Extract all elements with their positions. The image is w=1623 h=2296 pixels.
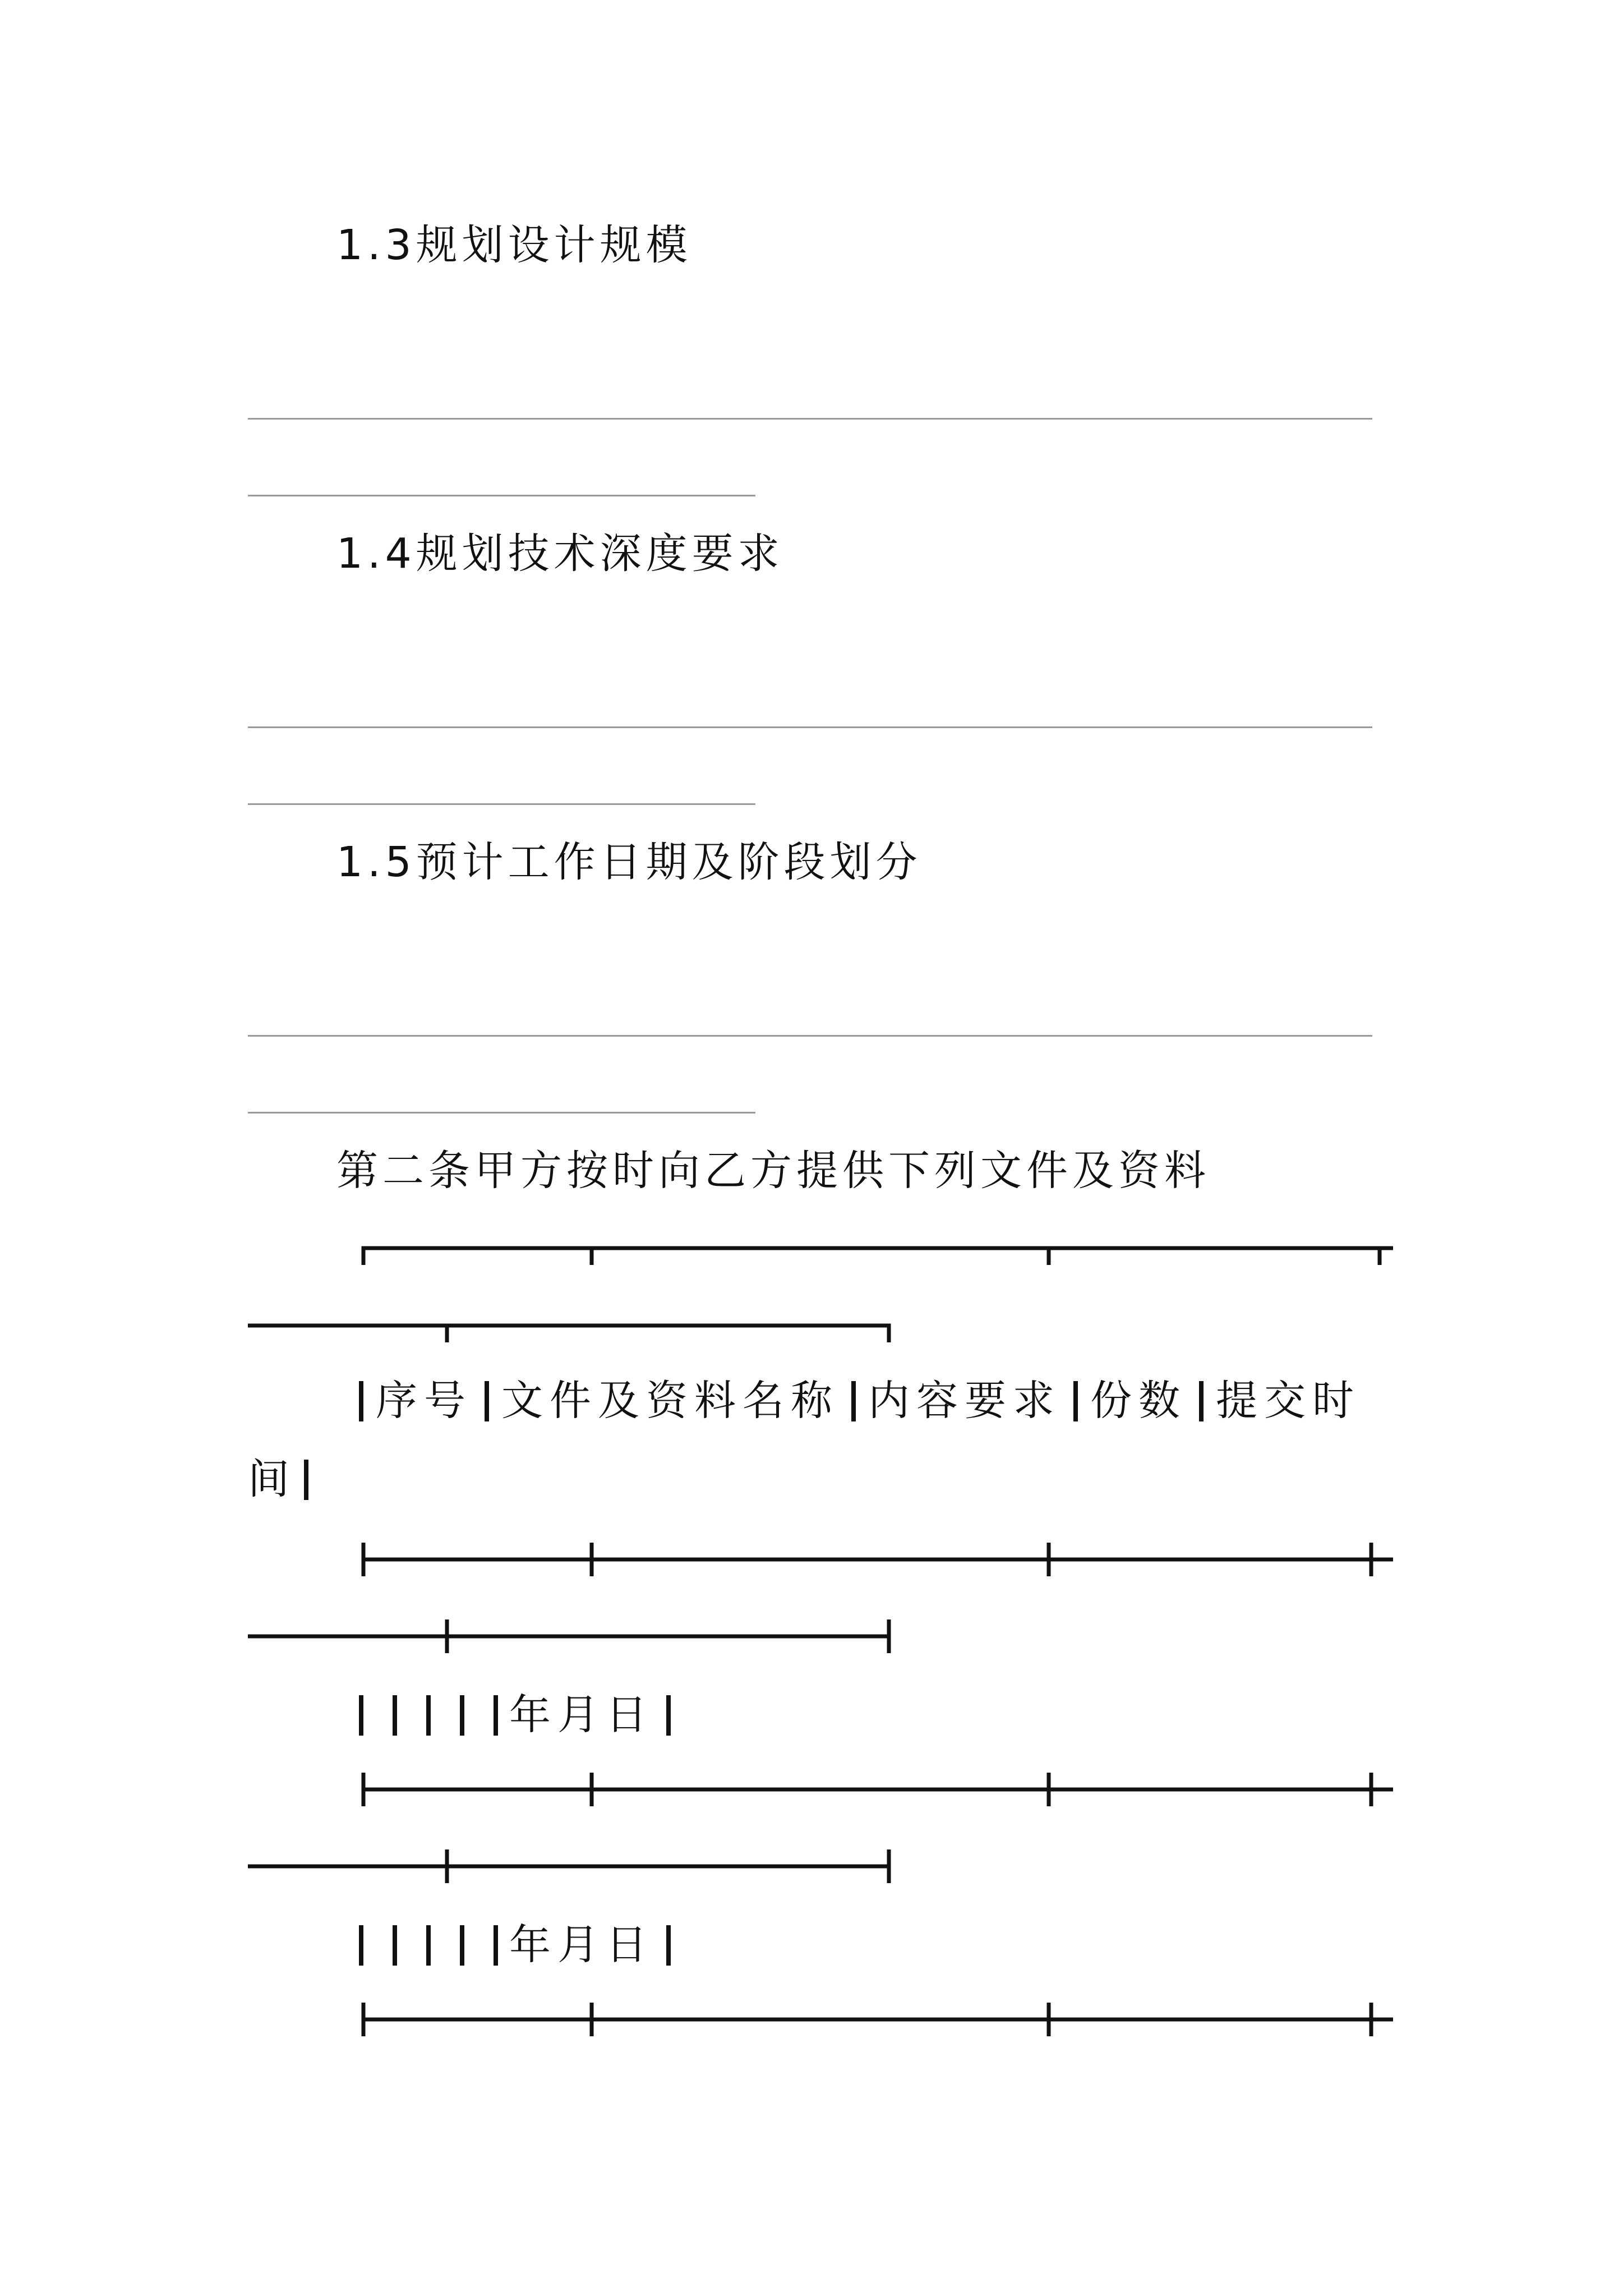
header-cell-submit-time: 提交时 (1216, 1377, 1361, 1425)
table-header-row (347, 1377, 1361, 1425)
date-label: 年月日 (509, 1691, 654, 1739)
section-heading-1-5: 1.5预计工作日期及阶段划分 (336, 838, 922, 886)
table-header-wrap (248, 1455, 321, 1503)
header-cell-submit-time-wrap: 间 (248, 1455, 296, 1503)
table-row (347, 1921, 683, 1969)
section-heading-1-4: 1.4规划技术深度要求 (336, 530, 784, 578)
header-cell-requirements: 内容要求 (868, 1377, 1061, 1425)
date-label: 年月日 (509, 1921, 654, 1969)
article-heading: 第二条甲方按时向乙方提供下列文件及资料 (336, 1147, 1210, 1195)
table-row (347, 1691, 683, 1739)
header-cell-copies: 份数 (1090, 1377, 1187, 1425)
header-cell-index: 序号 (376, 1377, 472, 1425)
section-heading-1-3: 1.3规划设计规模 (336, 221, 692, 269)
header-cell-name: 文件及资料名称 (501, 1377, 839, 1425)
